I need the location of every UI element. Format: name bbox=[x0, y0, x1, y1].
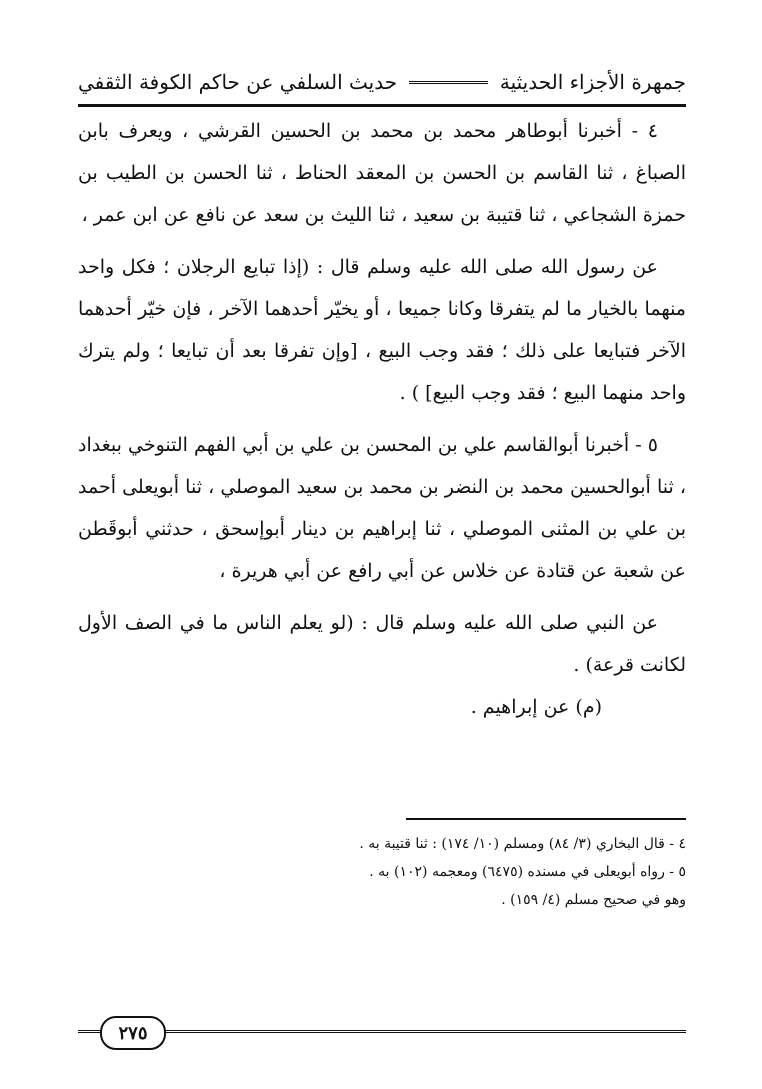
hadith-4-matn: عن رسول الله صلى الله عليه وسلم قال : (إذا تبايع الرجلان ؛ فكل واحد منهما بالخيار ما لم يتفرقا وكانا جميعا ، أو يخيّر أحدهما الآخر ، فإن خيّر أحدهما الآخر فتبايعا على ذلك ؛ فقد وجب البيع ، [وإن تفرقا بعد أن تبايعا ؛ ولم يترك واحد منهما البيع ؛ فقد وجب البيع] ) . bbox=[78, 256, 686, 404]
footnote-5-cont: وهو في صحيح مسلم (٤/ ١٥٩) . bbox=[501, 892, 686, 908]
header-rule bbox=[78, 104, 686, 107]
footnote-rule bbox=[406, 818, 686, 820]
header-divider bbox=[409, 81, 488, 84]
page-body bbox=[78, 110, 686, 728]
header-section-title: حديث السلفي عن حاكم الكوفة الثقفي bbox=[78, 70, 398, 94]
hadith-4-isnad: ٤ - أخبرنا أبوطاهر محمد بن محمد بن الحسين القرشي ، ويعرف بابن الصباغ ، ثنا القاسم بن الحسن بن المعقد الحناط ، ثنا الحسن بن الطيب بن حمزة الشجاعي ، ثنا قتيبة بن سعيد ، ثنا الليث بن سعد عن نافع عن ابن عمر ، bbox=[78, 120, 686, 226]
hadith-5-matn: عن النبي صلى الله عليه وسلم قال : (لو يعلم الناس ما في الصف الأول لكانت قرعة) . bbox=[78, 612, 686, 676]
page-number: ٢٧٥ bbox=[100, 1016, 166, 1050]
footnote-4: ٤ - قال البخاري (٣/ ٨٤) ومسلم (١٠/ ١٧٤) : ثنا قتيبة به . bbox=[359, 836, 686, 852]
footnote-list bbox=[78, 830, 686, 914]
page-footer bbox=[78, 1018, 686, 1046]
header-book-title: جمهرة الأجزاء الحديثية bbox=[499, 70, 686, 94]
footer-rule bbox=[78, 1030, 686, 1033]
footnotes bbox=[78, 818, 686, 914]
hadith-5-note: (م) عن إبراهيم . bbox=[470, 696, 602, 718]
footnote-5: ٥ - رواه أبويعلى في مسنده (٦٤٧٥) ومعجمه (١٠٢) به . bbox=[369, 864, 686, 880]
hadith-5-isnad: ٥ - أخبرنا أبوالقاسم علي بن المحسن بن علي بن أبي الفهم التنوخي ببغداد ، ثنا أبوالحسين محمد بن النضر بن محمد بن سعيد الموصلي ، ثنا أبويعلى أحمد بن علي بن المثنى الموصلي ، ثنا إبراهيم بن دينار أبوإسحق ، حدثني أبوقَطن عن شعبة عن قتادة عن خلاس عن أبي رافع عن أبي هريرة ، bbox=[78, 434, 686, 582]
running-header bbox=[78, 64, 686, 100]
